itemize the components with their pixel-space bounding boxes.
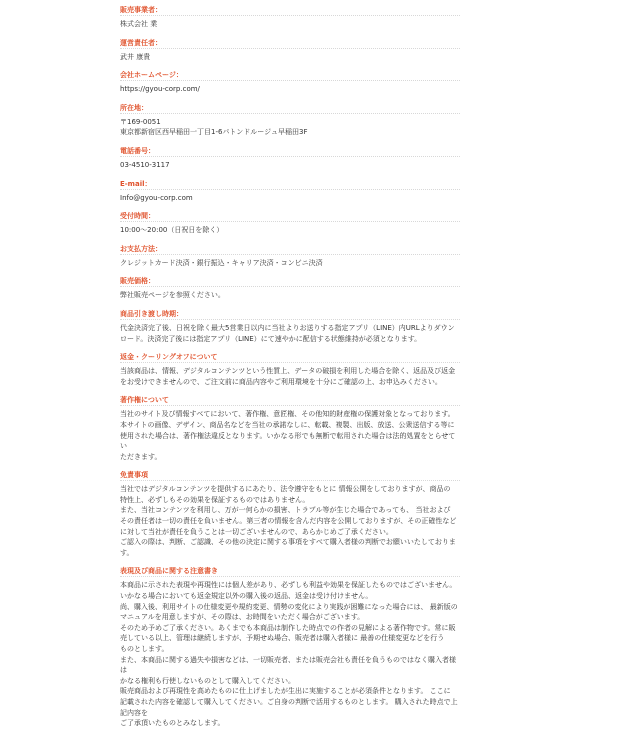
section-body	[120, 16, 460, 33]
body-line: ご認入の際は、判断、ご認識、その他の決定に関する事項をすべて購入者様の判断でお願いいたしておりま	[120, 538, 456, 547]
notice-section	[120, 465, 460, 561]
body-line: 本商品に示された表現や再現性には個人差があり、必ずしも利益や効果を保証したものではございません。	[120, 581, 457, 590]
notice-section	[120, 0, 460, 33]
section-heading: 免責事項	[120, 465, 460, 481]
section-body	[120, 363, 460, 390]
body-line: 当該商品は、情報、デジタルコンテンツという性質上、データの破損を利用した場合を除く、返品及び返金	[120, 367, 456, 376]
body-line: 03-4510-3117	[120, 160, 170, 169]
body-line: かなる権利も行使しないものとして購入してください。	[120, 676, 295, 685]
section-heading: 商品引き渡し時期：	[120, 304, 460, 320]
notice-section	[120, 33, 460, 66]
body-line: また、当社コンテンツを利用し、万が一何らかの損害、トラブル等が生じた場合であっても、 当社および	[120, 506, 451, 515]
body-line: ご了承頂いたものとみなします。	[120, 719, 225, 728]
body-line: をお受けできませんので、ご注文前に商品内容やご利用環境を十分にご確認の上、お申込みください。	[120, 377, 442, 386]
section-heading: 電話番号：	[120, 141, 460, 157]
section-heading: 返金・クーリングオフについて	[120, 347, 460, 363]
section-body	[120, 255, 460, 272]
section-heading: 運営責任者：	[120, 33, 460, 49]
body-line: に対して当社が責任を負うことは一切ございませんので、あらかじめご了承ください。	[120, 527, 393, 536]
section-heading: 販売価格：	[120, 271, 460, 287]
notice-section	[120, 561, 460, 731]
body-line: また、本商品に関する過失や損害などは、一切販売者、または販売会社も責任を負うものではなく購入者様は	[120, 655, 456, 675]
legal-notice-document	[120, 0, 460, 732]
body-line: 東京都新宿区西早稲田一丁目1-6パトンドルージュ早稲田3F	[120, 128, 308, 137]
body-line: す。	[120, 548, 134, 557]
body-line: その責任者は一切の責任を負いません。第三者の情報を含んだ内容を公開しておりますが、その正確性など	[120, 517, 457, 526]
section-body	[120, 406, 460, 465]
body-line: そのため予めご了承ください。あくまでも本商品は制作した時点での作者の見解による著作物です。常に販	[120, 623, 456, 632]
body-line[interactable]: https://gyou-corp.com/	[120, 85, 200, 94]
body-line: 当社ではデジタルコンテンツを提供するにあたり、法令遵守をもとに 情報公開をしておりますが、商品の	[120, 485, 451, 494]
notice-section	[120, 347, 460, 390]
section-body	[120, 320, 460, 347]
body-line: 代金決済完了後、日祝を除く最大5営業日以内に当社よりお送りする指定アプリ（LINE）内URLよりダウン	[120, 323, 455, 332]
section-body	[120, 49, 460, 66]
body-line: 本サイトの画像、デザイン、商品名などを当社の承諾なしに、転載、複製、出版、放送、公衆送信する等に	[120, 420, 455, 429]
body-line: いかなる場合においても返金規定以外の購入後の返品、返金は受け付けません。	[120, 592, 373, 601]
section-heading: お支払方法：	[120, 239, 460, 255]
notice-section	[120, 304, 460, 347]
body-line: 10:00～20:00（日祝日を除く）	[120, 226, 224, 235]
notice-section	[120, 390, 460, 465]
section-body	[120, 81, 460, 98]
body-line: Info@gyou-corp.com	[120, 193, 193, 202]
body-line: 記載された内容を確認して購入してください。ご自身の判断で活用するものとします。 購入された時点で上記内容を	[120, 697, 458, 717]
section-body	[120, 222, 460, 239]
section-heading: E-mail：	[120, 174, 460, 190]
notice-section	[120, 65, 460, 98]
section-body	[120, 190, 460, 207]
section-body	[120, 157, 460, 174]
body-line: ロード。決済完了後には指定アプリ（LINE）にて速やかに配信する状態維持が必須となります。	[120, 334, 422, 343]
body-line: 尚、購入後、利用サイトの仕様変更や規約変更、情勢の変化により実践が困難になった場合には、 最新版の	[120, 602, 458, 611]
body-line: ものとします。	[120, 645, 169, 653]
section-heading: 販売事業者：	[120, 0, 460, 16]
body-line: 株式会社 業	[120, 20, 158, 28]
section-heading: 著作権について	[120, 390, 460, 406]
body-line: 販売商品および再現性を高めたものに仕上げましたが生出に実施することが必須条件となります。 ここに	[120, 687, 451, 696]
section-body	[120, 287, 460, 304]
notice-section	[120, 206, 460, 239]
body-line: 当社のサイト及び情報すべてにおいて、著作権、意匠権、その他知的財産権の保護対象となっております。	[120, 410, 455, 419]
section-body	[120, 481, 460, 561]
section-heading: 受付時間：	[120, 206, 460, 222]
body-line: 〒169-0051	[120, 117, 161, 126]
section-body	[120, 114, 460, 141]
section-heading: 会社ホームページ：	[120, 65, 460, 81]
notice-section	[120, 141, 460, 174]
notice-section	[120, 271, 460, 304]
body-line: 売している以上、管理は継続しますが、予期せぬ場合、販売者は購入者様に 最善の仕様変更などを行う	[120, 634, 445, 643]
body-line: 弊社販売ページを参照ください。	[120, 291, 225, 300]
notice-section	[120, 174, 460, 207]
section-body	[120, 577, 460, 731]
section-heading: 表現及び商品に関する注意書き	[120, 561, 460, 577]
notice-section	[120, 98, 460, 141]
body-line: クレジットカード決済・銀行振込・キャリア決済・コンビニ決済	[120, 258, 323, 267]
section-heading: 所在地：	[120, 98, 460, 114]
body-line: 使用された場合は、著作権法違反となります。いかなる形でも無断で転用された場合は法的処置をとらせてい	[120, 431, 456, 451]
body-line: 武井 康貴	[120, 52, 151, 61]
body-line: 特性上、必ずしもその効果を保証するものではありません。	[120, 495, 310, 504]
body-line: ただきます。	[120, 452, 162, 461]
notice-section	[120, 239, 460, 272]
body-line: マニュアルを用意しますが、その際は、お時間をいただく場合がございます。	[120, 613, 365, 622]
